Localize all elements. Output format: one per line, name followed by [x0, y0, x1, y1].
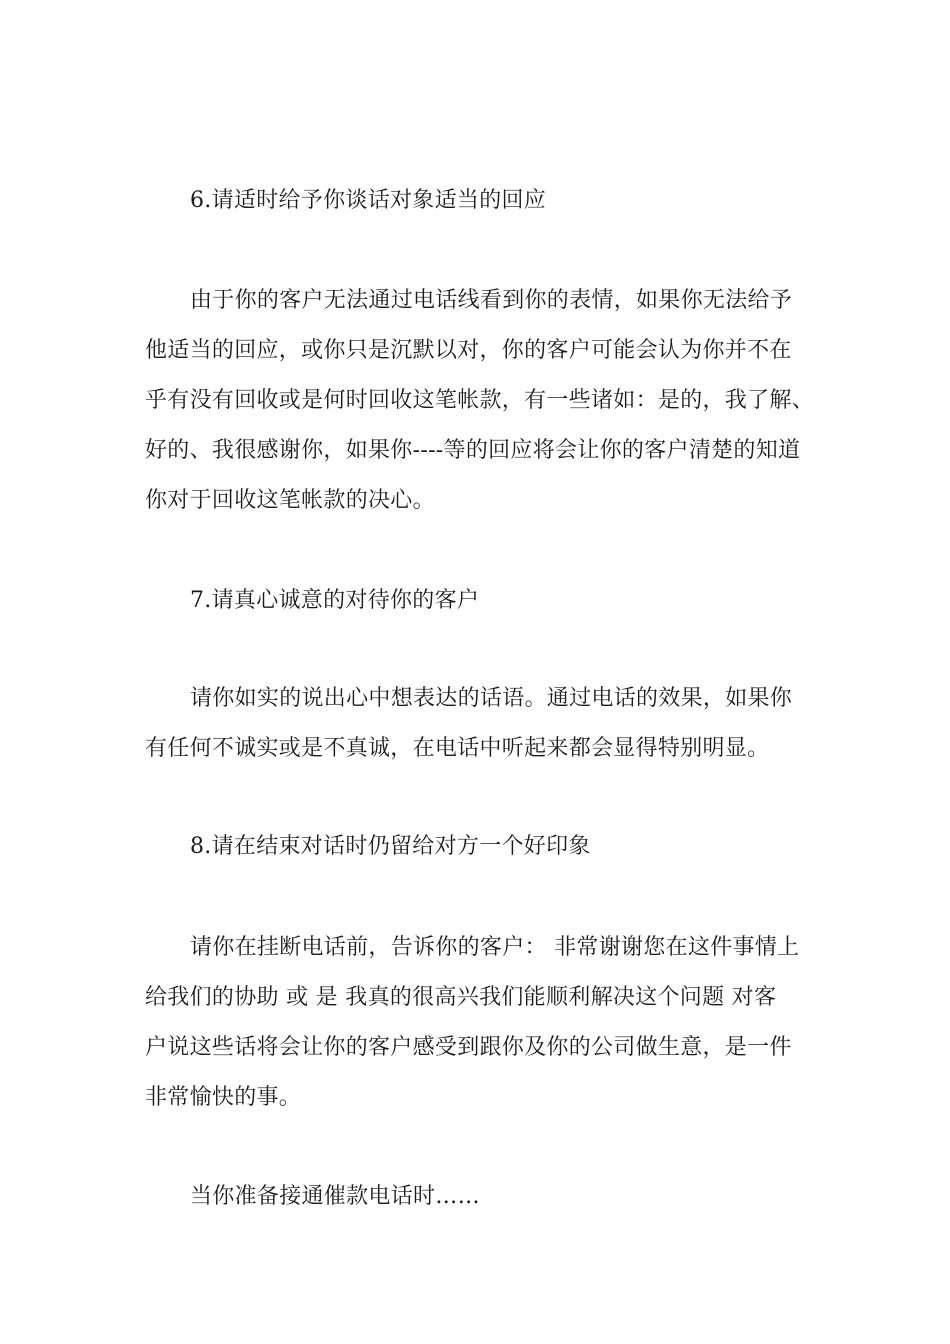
section-8-paragraph-line: 户说这些话将会让你的客户感受到跟你及你的公司做生意，是一件	[145, 1035, 792, 1060]
section-6-heading: 6.请适时给予你谈话对象适当的回应	[190, 188, 547, 213]
section-8-heading: 8.请在结束对话时仍留给对方一个好印象	[190, 834, 591, 859]
section-6-paragraph-line: 他适当的回应，或你只是沉默以对，你的客户可能会认为你并不在	[145, 338, 792, 363]
section-6-paragraph-line: 好的、我很感谢你，如果你----等的回应将会让你的客户清楚的知道	[145, 438, 801, 463]
section-7-heading: 7.请真心诚意的对待你的客户	[190, 588, 480, 613]
section-8-paragraph-line: 请你在挂断电话前，告诉你的客户： 非常谢谢您在这件事情上	[190, 935, 800, 960]
section-7-paragraph-line: 请你如实的说出心中想表达的话语。通过电话的效果，如果你	[190, 686, 793, 711]
section-6-paragraph-line: 你对于回收这笔帐款的决心。	[145, 488, 435, 513]
section-8-paragraph-line: 给我们的协助 或 是 我真的很高兴我们能顺利解决这个问题 对客	[145, 985, 777, 1010]
section-6-paragraph-line: 由于你的客户无法通过电话线看到你的表情，如果你无法给予	[190, 288, 793, 313]
section-8-paragraph-line: 非常愉快的事。	[145, 1085, 302, 1110]
section-6-paragraph-line: 乎有没有回收或是何时回收这笔帐款，有一些诸如：是的，我了解、	[145, 388, 815, 413]
section-7-paragraph-line: 有任何不诚实或是不真诚，在电话中听起来都会显得特别明显。	[145, 736, 770, 761]
closing-line: 当你准备接通催款电话时……	[190, 1184, 480, 1209]
